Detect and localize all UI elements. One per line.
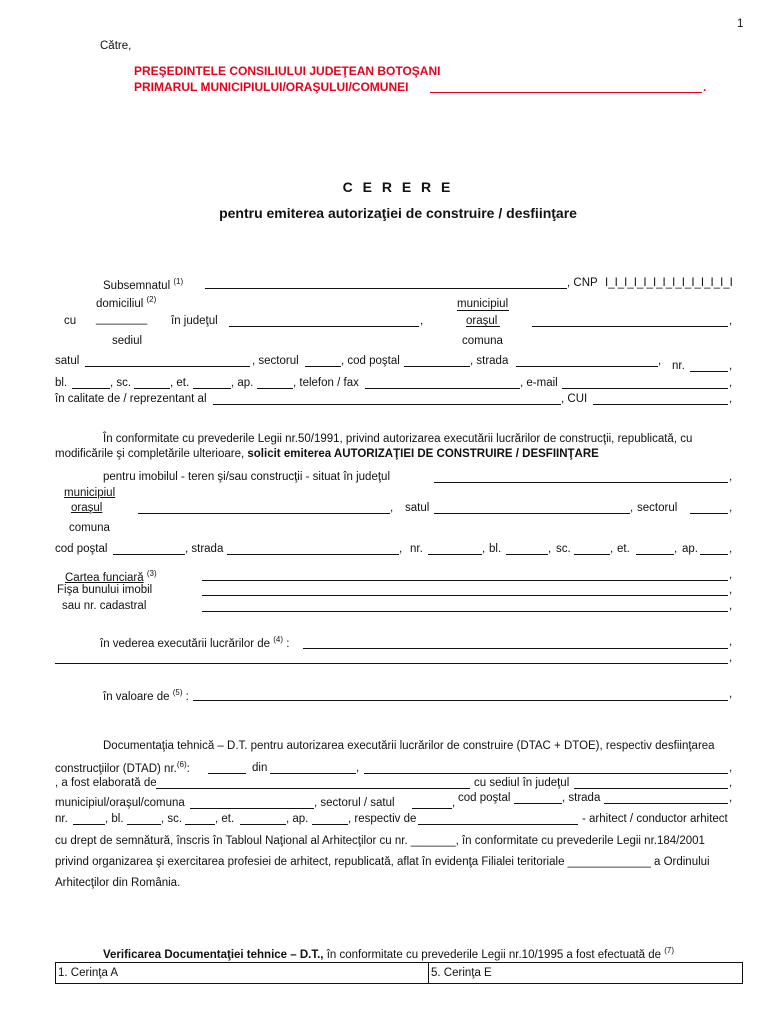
footnote-5: (5): [172, 688, 183, 697]
page-number: 1: [737, 18, 744, 30]
footnote-3: (3): [146, 569, 157, 578]
headquarters-county-label: cu sediul în judeţul: [474, 777, 570, 789]
doc-floor-field[interactable]: [240, 824, 286, 825]
staircase-field[interactable]: [134, 388, 170, 389]
documentation-line7: cu drept de semnătură, înscris în Tabloul Naţional al Arhitecţilor cu nr. _______, în conformitate cu prevederile Legii nr.184/2001: [55, 835, 705, 847]
town-underline: [466, 326, 500, 327]
cnp-label: , CNP: [567, 277, 598, 289]
headquarters-county-field[interactable]: [574, 788, 728, 789]
request-statement: solicit emiterea AUTORIZAŢIEI DE CONSTRUIRE / DESFIINŢARE: [247, 448, 599, 460]
locality-field[interactable]: [532, 326, 728, 327]
documentation-line8: privind organizarea şi exercitarea profesiei de arhitect, republicată, aflat în evidenţa Filialei teritoriale _____________ a Ordinului: [55, 856, 710, 868]
street-field[interactable]: [516, 366, 658, 367]
email-label: , e-mail: [520, 377, 558, 389]
recipient-county-president: PREŞEDINTELE CONSILIULUI JUDEŢEAN BOTOŞANI: [134, 64, 441, 78]
works-label: în vederea executării lucrărilor de $^{(4)}$ :: [100, 635, 290, 650]
doc-postal-code-label: cod poştal: [458, 792, 511, 804]
cadastral-field[interactable]: [202, 611, 728, 612]
property-postal-code-label: cod poştal: [55, 543, 108, 555]
doc-block-field[interactable]: [127, 824, 161, 825]
property-street-field[interactable]: [227, 554, 399, 555]
doc-staircase-field[interactable]: [185, 824, 215, 825]
value-label: în valoare de $^{(5)}$ :: [103, 688, 189, 703]
phone-field[interactable]: [365, 388, 520, 389]
doc-locality-field[interactable]: [190, 808, 314, 809]
property-floor-field[interactable]: [636, 554, 674, 555]
village-label: satul: [55, 355, 80, 367]
property-street-label: , strada: [185, 543, 224, 555]
property-locality-field[interactable]: [138, 513, 390, 514]
doc-by-label: , respectiv de: [348, 813, 417, 825]
documentation-date-field[interactable]: [270, 773, 356, 774]
apartment-label: , ap.: [231, 377, 254, 389]
domicile-choice-blank[interactable]: ________: [96, 313, 148, 325]
municipality-underline: [457, 310, 509, 311]
verification-heading: Verificarea Documentaţiei tehnice – D.T., în conformitate cu prevederile Legii nr.10/1995 a fost efectuată de $^{(7)}$: [103, 946, 675, 961]
property-floor-label: et.: [617, 543, 630, 555]
property-municipality-option: municipiul: [64, 487, 116, 499]
doc-postal-code-field[interactable]: [514, 803, 562, 804]
document-title: C E R E R E: [342, 179, 454, 195]
property-sheet-label: Fişa bunului imobil: [57, 584, 153, 596]
addressee-label: Către,: [100, 40, 132, 52]
architect-name-field[interactable]: [418, 824, 578, 825]
applicant-name-label: Subsemnatul $^{(1)}$: [103, 277, 184, 292]
headquarters-label: sediul: [112, 335, 143, 347]
number-field[interactable]: [690, 371, 728, 372]
street-label: , strada: [470, 355, 509, 367]
sector-label: , sectorul: [252, 355, 299, 367]
doc-sector-field[interactable]: [412, 808, 452, 809]
documentation-line9: Arhitecţilor din România.: [55, 877, 181, 889]
elaborated-by-label: , a fost elaborată de: [55, 777, 157, 789]
cui-label: , CUI: [561, 393, 588, 405]
postal-code-label: , cod poştal: [341, 355, 400, 367]
cnp-boxes[interactable]: I_I_I_I_I_I_I_I_I_I_I_I_I_I: [605, 277, 733, 289]
property-number-label: nr.: [410, 543, 423, 555]
footnote-7: (7): [664, 946, 675, 955]
floor-field[interactable]: [193, 388, 231, 389]
cui-field[interactable]: [593, 404, 728, 405]
doc-apartment-label: , ap.: [286, 813, 309, 825]
capacity-field[interactable]: [213, 404, 561, 405]
document-subtitle: pentru emiterea autorizaţiei de construire / desfiinţare: [219, 205, 577, 221]
property-postal-code-field[interactable]: [113, 554, 185, 555]
legal-paragraph-line2: modificările şi completările ulterioare, solicit emiterea AUTORIZAŢIEI DE CONSTRUIRE / DESFIINŢARE: [55, 448, 599, 460]
sector-field[interactable]: [305, 366, 341, 367]
cadastral-label: sau nr. cadastral: [62, 600, 147, 612]
property-block-label: bl.: [489, 543, 502, 555]
county-field[interactable]: [229, 326, 419, 327]
block-label: bl.: [55, 377, 68, 389]
land-book-label: Cartea funciară $^{(3)}$: [65, 569, 157, 584]
property-sheet-field[interactable]: [202, 595, 728, 596]
doc-sector-label: , sectorul / satul: [314, 797, 395, 809]
requirement-e-cell[interactable]: 5. Cerinţa E: [429, 963, 743, 984]
municipality-option: municipiul: [457, 298, 509, 310]
documentation-date-label: din: [252, 762, 268, 774]
property-apartment-field[interactable]: [700, 554, 728, 555]
works-field-1[interactable]: [303, 648, 728, 649]
property-town-option: oraşul: [71, 502, 103, 514]
apartment-field[interactable]: [257, 388, 293, 389]
property-apartment-label: ap.: [682, 543, 698, 555]
county-label: în judeţul: [171, 315, 218, 327]
footnote-4: (4): [273, 635, 284, 644]
property-commune-option: comuna: [69, 522, 110, 534]
doc-apartment-field[interactable]: [312, 824, 348, 825]
staircase-label: , sc.: [110, 377, 132, 389]
property-label: pentru imobilul - teren şi/sau construcţii - situat în judeţul: [103, 471, 390, 483]
village-field[interactable]: [85, 366, 250, 367]
value-field[interactable]: [193, 700, 728, 701]
property-village-label: satul: [405, 502, 430, 514]
doc-locality-label: municipiul/oraşul/comuna: [55, 797, 185, 809]
doc-staircase-label: , sc.: [161, 813, 183, 825]
property-sector-label: sectorul: [637, 502, 678, 514]
footnote-2: (2): [146, 295, 157, 304]
number-label: nr.: [672, 360, 685, 372]
documentation-number-label: construcţiilor (DTAD) nr.$^{(6)}$:: [55, 760, 190, 775]
legal-paragraph-line1: În conformitate cu prevederile Legii nr.50/1991, privind autorizarea executării lucrărilor de construcţii, republicată, cu: [103, 433, 693, 445]
documentation-number-field[interactable]: [208, 773, 246, 774]
doc-street-field[interactable]: [604, 803, 728, 804]
property-number-field[interactable]: [428, 554, 482, 555]
capacity-label: în calitate de / reprezentant al: [55, 393, 207, 405]
commune-option: comuna: [462, 335, 503, 347]
doc-block-label: , bl.: [105, 813, 124, 825]
town-option: oraşul: [466, 315, 498, 327]
phone-label: , telefon / fax: [293, 377, 359, 389]
postal-code-field[interactable]: [404, 366, 470, 367]
doc-number-field[interactable]: [73, 824, 105, 825]
architect-role-label: - arhitect / conductor arhitect: [582, 813, 728, 825]
domicile-label: domiciliul $^{(2)}$: [96, 295, 157, 310]
doc-number-label: nr.: [55, 813, 68, 825]
recipient-locality-field[interactable]: [430, 92, 702, 93]
applicant-name-field[interactable]: [205, 288, 567, 289]
footnote-6: (6): [176, 760, 187, 769]
floor-label: , et.: [170, 377, 190, 389]
block-field[interactable]: [72, 388, 110, 389]
recipient-mayor: PRIMARUL MUNICIPIULUI/ORAŞULUI/COMUNEI: [134, 80, 409, 94]
documentation-line1: Documentaţia tehnică – D.T. pentru autorizarea executării lucrărilor de construire (DTAC + DTOE), respectiv desfiinţarea: [103, 740, 715, 752]
requirements-table: [55, 962, 743, 984]
footnote-1: (1): [173, 277, 184, 286]
requirement-a-cell[interactable]: 1. Cerinţa A: [56, 963, 429, 984]
doc-floor-label: , et.: [215, 813, 235, 825]
property-staircase-field[interactable]: [574, 554, 610, 555]
doc-street-label: , strada: [562, 792, 601, 804]
property-staircase-label: sc.: [556, 543, 571, 555]
elaborated-by-field[interactable]: [156, 788, 470, 789]
property-block-field[interactable]: [506, 554, 548, 555]
documentation-extra-field[interactable]: [364, 773, 728, 774]
property-sector-field[interactable]: [690, 513, 728, 514]
works-field-2[interactable]: [55, 663, 728, 664]
cu-label: cu: [64, 315, 77, 327]
recipient-end: .: [703, 80, 707, 94]
land-book-field[interactable]: [202, 580, 728, 581]
table-row: [56, 963, 743, 984]
email-field[interactable]: [562, 388, 728, 389]
property-village-field[interactable]: [434, 513, 630, 514]
property-county-field[interactable]: [434, 482, 728, 483]
